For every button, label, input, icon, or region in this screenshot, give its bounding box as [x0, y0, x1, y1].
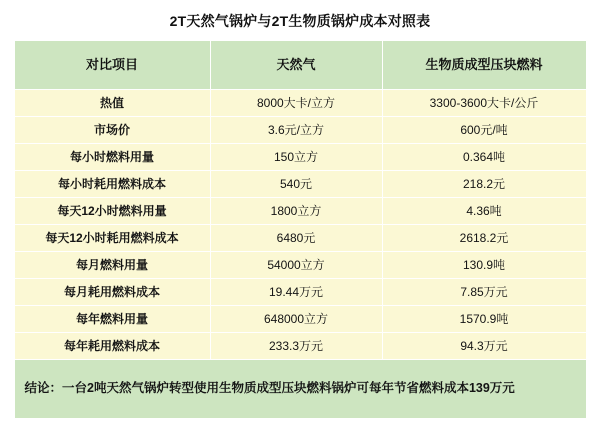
row-value-biomass: 218.2元	[382, 171, 586, 198]
row-value-gas: 150立方	[210, 144, 382, 171]
row-label: 每月耗用燃料成本	[14, 279, 210, 306]
row-value-gas: 8000大卡/立方	[210, 90, 382, 117]
row-value-biomass: 3300-3600大卡/公斤	[382, 90, 586, 117]
row-value-gas: 540元	[210, 171, 382, 198]
cost-comparison-table	[14, 40, 587, 419]
row-label: 市场价	[14, 117, 210, 144]
row-value-gas: 54000立方	[210, 252, 382, 279]
table-footer-row	[14, 360, 586, 419]
row-label: 每年耗用燃料成本	[14, 333, 210, 360]
conclusion-text: 结论：一台2吨天然气锅炉转型使用生物质成型压块燃料锅炉可每年节省燃料成本139万元	[24, 381, 515, 396]
table-header-row	[14, 41, 586, 90]
row-label: 每天12小时耗用燃料成本	[14, 225, 210, 252]
row-value-gas: 1800立方	[210, 198, 382, 225]
row-value-biomass: 2618.2元	[382, 225, 586, 252]
table-row	[14, 117, 586, 144]
table-row	[14, 198, 586, 225]
table-row	[14, 333, 586, 360]
row-value-biomass: 1570.9吨	[382, 306, 586, 333]
row-value-gas: 3.6元/立方	[210, 117, 382, 144]
table-row	[14, 252, 586, 279]
row-value-biomass: 7.85万元	[382, 279, 586, 306]
column-header-gas: 天然气	[210, 41, 382, 90]
row-value-gas: 6480元	[210, 225, 382, 252]
row-value-gas: 233.3万元	[210, 333, 382, 360]
row-value-biomass: 4.36吨	[382, 198, 586, 225]
column-header-biomass: 生物质成型压块燃料	[382, 41, 586, 90]
row-value-gas: 19.44万元	[210, 279, 382, 306]
page-title: 2T天然气锅炉与2T生物质锅炉成本对照表	[169, 13, 431, 29]
row-value-biomass: 600元/吨	[382, 117, 586, 144]
row-value-gas: 648000立方	[210, 306, 382, 333]
row-value-biomass: 0.364吨	[382, 144, 586, 171]
conclusion-note	[14, 360, 586, 419]
row-label: 每月燃料用量	[14, 252, 210, 279]
row-label: 每天12小时燃料用量	[14, 198, 210, 225]
table-row	[14, 279, 586, 306]
row-label: 热值	[14, 90, 210, 117]
row-label: 每小时耗用燃料成本	[14, 171, 210, 198]
table-row	[14, 144, 586, 171]
table-row	[14, 225, 586, 252]
column-header-item: 对比项目	[14, 41, 210, 90]
table-row	[14, 171, 586, 198]
row-value-biomass: 130.9吨	[382, 252, 586, 279]
table-row	[14, 90, 586, 117]
table-row	[14, 306, 586, 333]
row-label: 每小时燃料用量	[14, 144, 210, 171]
row-label: 每年燃料用量	[14, 306, 210, 333]
row-value-biomass: 94.3万元	[382, 333, 586, 360]
